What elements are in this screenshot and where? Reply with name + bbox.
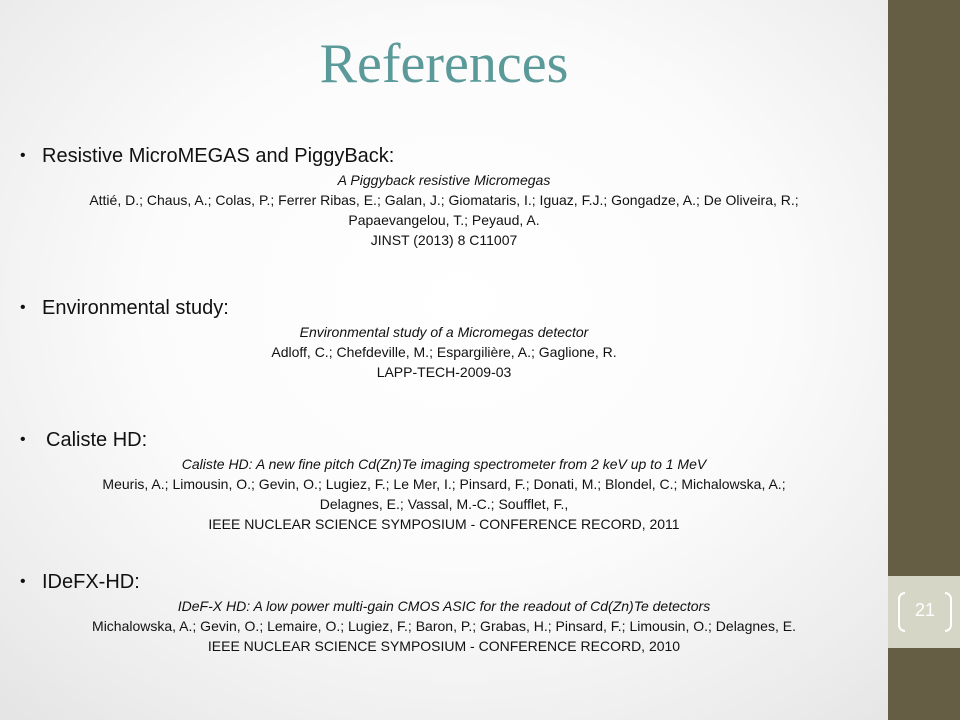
section-heading: IDeFX-HD: bbox=[42, 571, 140, 593]
bullet-icon: • bbox=[20, 147, 26, 164]
slide-title: References bbox=[319, 33, 569, 95]
paper-authors: Michalowska, A.; Gevin, O.; Lemaire, O.; Lugiez, F.; Baron, P.; Grabas, H.; Pinsard, F.; Limousin, O.; Delagnes, E. bbox=[92, 618, 796, 634]
reference-section-caliste-hd bbox=[0, 426, 888, 534]
paper-authors-continued: Delagnes, E.; Vassal, M.-C.; Soufflet, F., bbox=[319, 496, 569, 512]
section-heading: Environmental study: bbox=[42, 297, 229, 319]
right-bracket-icon bbox=[945, 592, 952, 632]
bullet-icon: • bbox=[20, 431, 26, 448]
page-number: 21 bbox=[914, 600, 936, 620]
paper-authors: Attié, D.; Chaus, A.; Colas, P.; Ferrer Ribas, E.; Galan, J.; Giomataris, I.; Iguaz, F.J.; Gongadze, A.; De Oliveira, R.; bbox=[89, 192, 799, 208]
paper-source: LAPP-TECH-2009-03 bbox=[376, 364, 512, 380]
section-heading: Caliste HD: bbox=[46, 429, 148, 451]
paper-authors-continued: Papaevangelou, T.; Peyaud, A. bbox=[348, 212, 540, 228]
paper-title: Caliste HD: A new fine pitch Cd(Zn)Te imaging spectrometer from 2 keV up to 1 MeV bbox=[181, 456, 707, 472]
paper-title: A Piggyback resistive Micromegas bbox=[337, 172, 551, 188]
paper-title: IDeF-X HD: A low power multi-gain CMOS ASIC for the readout of Cd(Zn)Te detectors bbox=[177, 598, 711, 614]
paper-source: JINST (2013) 8 C11007 bbox=[370, 232, 518, 248]
paper-source: IEEE NUCLEAR SCIENCE SYMPOSIUM - CONFERENCE RECORD, 2010 bbox=[207, 638, 681, 654]
paper-authors: Adloff, C.; Chefdeville, M.; Espargilière, A.; Gaglione, R. bbox=[271, 344, 617, 360]
paper-authors: Meuris, A.; Limousin, O.; Gevin, O.; Lugiez, F.; Le Mer, I.; Pinsard, F.; Donati, M.; Blondel, C.; Michalowska, A.; bbox=[102, 476, 786, 492]
reference-section-resistive-micromegas bbox=[0, 142, 888, 250]
bullet-icon: • bbox=[20, 573, 26, 590]
reference-section-idefx-hd bbox=[0, 568, 888, 656]
bullet-icon: • bbox=[20, 299, 26, 316]
reference-section-environmental-study bbox=[0, 294, 888, 382]
paper-title: Environmental study of a Micromegas detector bbox=[299, 324, 589, 340]
paper-source: IEEE NUCLEAR SCIENCE SYMPOSIUM - CONFERENCE RECORD, 2011 bbox=[208, 516, 680, 532]
left-bracket-icon bbox=[898, 592, 905, 632]
section-heading: Resistive MicroMEGAS and PiggyBack: bbox=[42, 145, 395, 167]
